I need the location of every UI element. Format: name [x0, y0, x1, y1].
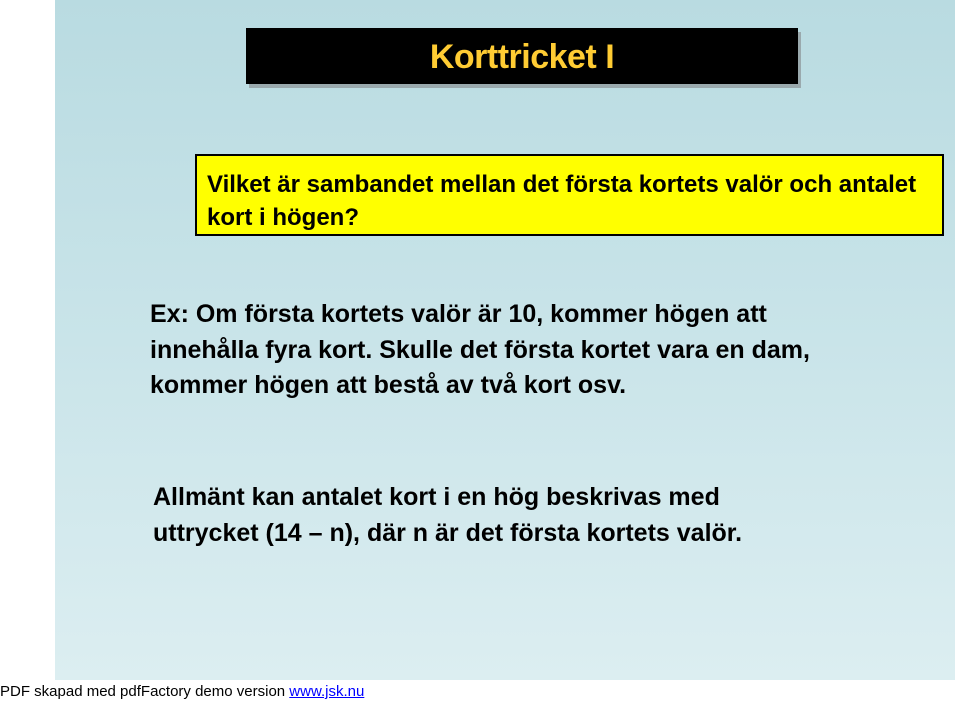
example-paragraph: Ex: Om första kortets valör är 10, kommer högen att innehålla fyra kort. Skulle det första kortet vara en dam, kommer högen att bestå av två kort osv.	[150, 300, 810, 399]
slide-title: Korttricket I	[429, 38, 615, 76]
question-text: Vilket är sambandet mellan det första kortets valör och antalet kort i högen?	[207, 171, 917, 231]
footer-link[interactable]: www.jsk.nu	[289, 683, 365, 700]
footer	[0, 683, 960, 703]
title-bar	[246, 28, 798, 84]
question-box	[195, 154, 944, 236]
footer-text: PDF skapad med pdfFactory demo version	[0, 683, 290, 700]
general-paragraph: Allmänt kan antalet kort i en hög beskrivas med uttrycket (14 – n), där n är det första kortets valör.	[153, 483, 743, 547]
